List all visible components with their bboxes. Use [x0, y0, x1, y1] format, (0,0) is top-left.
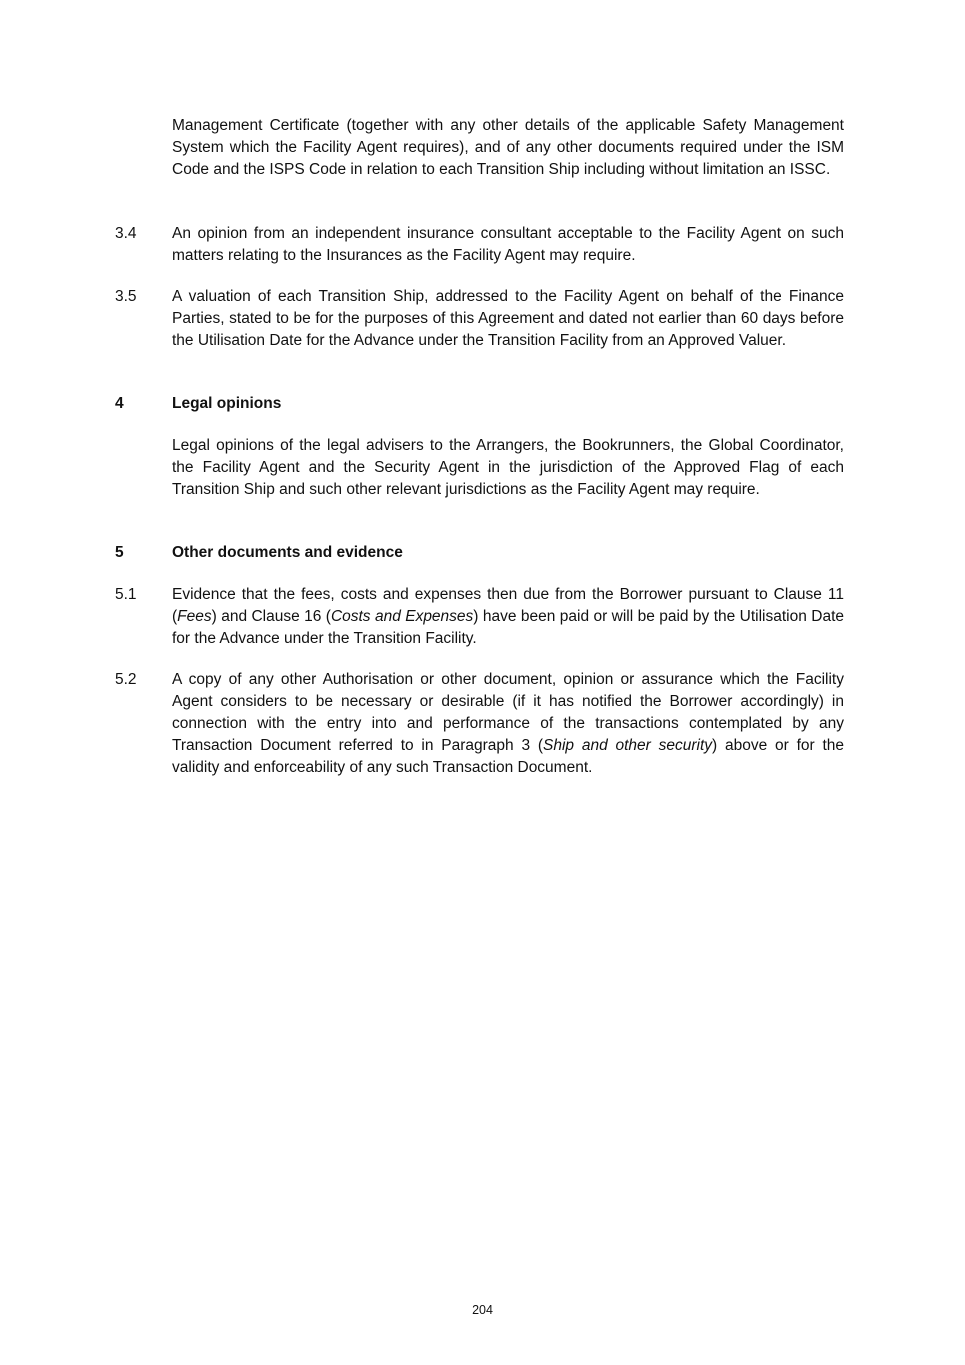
item-5-1-italic-fees: Fees	[177, 608, 212, 625]
item-5-1-number: 5.1	[115, 586, 137, 603]
item-3-5-text: A valuation of each Transition Ship, addressed to the Facility Agent on behalf of the Finance Parties, stated to be for the purposes of this Agreement and dated not earlier than 60 days before the Utilisation Date for the Advance under the Transition Facility from an Approved Valuer.	[172, 288, 844, 349]
item-5-1-text-c: ) have been paid or will be paid by the Utilisation Date for the Advance under the Transition Facility.	[172, 608, 844, 647]
item-5-2-text-b: ) above or for the validity and enforceability of any such Transaction Document.	[172, 737, 844, 776]
item-5-1-text	[172, 584, 844, 650]
continuation-paragraph: Management Certificate (together with any other details of the applicable Safety Management System which the Facility Agent requires), and of any other documents required under the ISM Code and the ISPS Code in relation to each Transition Ship including without limitation an ISSC.	[172, 117, 844, 178]
item-5-2-text-a: A copy of any other Authorisation or other document, opinion or assurance which the Facility Agent considers to be necessary or desirable (if it has notified the Borrower accordingly) in connection with the entry into and performance of the transactions contemplated by any Transaction Document referred to in Paragraph 3 (	[172, 671, 844, 754]
item-5-2-text	[172, 669, 844, 779]
section-4-title: Legal opinions	[172, 395, 282, 412]
item-5-2-number: 5.2	[115, 671, 137, 688]
item-3-5-number: 3.5	[115, 288, 137, 305]
item-5-1-italic-costs: Costs and Expenses	[330, 608, 474, 625]
page-number: 204	[472, 1303, 493, 1317]
item-5-1-text-a: Evidence that the fees, costs and expenses then due from the Borrower pursuant to Clause 11 (	[172, 586, 844, 625]
item-3-4-text: An opinion from an independent insurance consultant acceptable to the Facility Agent on such matters relating to the Insurances as the Facility Agent may require.	[172, 225, 844, 264]
item-3-4-number: 3.4	[115, 225, 137, 242]
item-5-1-text-b: ) and Clause 16 (	[211, 608, 331, 625]
item-5-2-italic-ship: Ship and other security	[543, 737, 713, 754]
section-4-number: 4	[115, 395, 124, 412]
section-5-title: Other documents and evidence	[172, 544, 403, 561]
section-5-number: 5	[115, 544, 124, 561]
section-4-text: Legal opinions of the legal advisers to the Arrangers, the Bookrunners, the Global Coordinator, the Facility Agent and the Security Agent in the jurisdiction of the Approved Flag of each Transition Ship and such other relevant jurisdictions as the Facility Agent may require.	[172, 437, 844, 498]
